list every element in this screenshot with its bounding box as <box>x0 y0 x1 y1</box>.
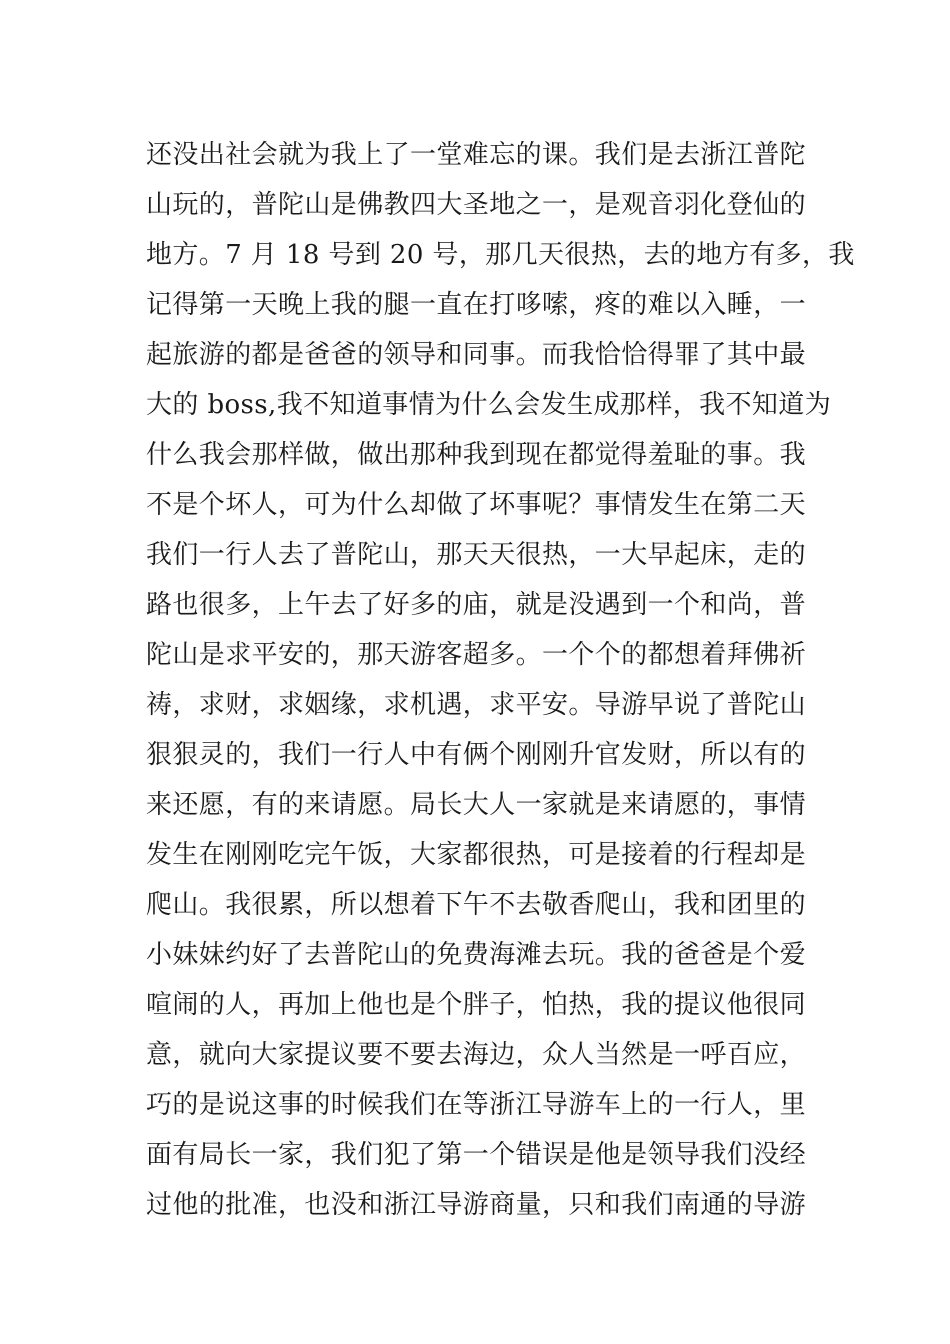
text-line: 喧闹的人，再加上他也是个胖子，怕热，我的提议他很同 <box>146 990 807 1020</box>
text-line: 起旅游的都是爸爸的领导和同事。而我恰恰得罪了其中最 <box>146 340 807 370</box>
text-line: 巧的是说这事的时候我们在等浙江导游车上的一行人，里 <box>146 1090 807 1120</box>
text-line: 什么我会那样做，做出那种我到现在都觉得羞耻的事。我 <box>146 440 807 470</box>
text-line: 记得第一天晚上我的腿一直在打哆嗦，疼的难以入睡，一 <box>146 290 807 320</box>
text-line: 面有局长一家，我们犯了第一个错误是他是领导我们没经 <box>146 1140 807 1170</box>
body-text <box>146 130 855 1230</box>
text-line: 爬山。我很累，所以想着下午不去敬香爬山，我和团里的 <box>146 890 807 920</box>
text-line: 发生在刚刚吃完午饭，大家都很热，可是接着的行程却是 <box>146 840 807 870</box>
text-line: 山玩的，普陀山是佛教四大圣地之一，是观音羽化登仙的 <box>146 190 807 220</box>
text-line: 大的 boss,我不知道事情为什么会发生成那样，我不知道为 <box>146 390 832 420</box>
text-line: 狠狠灵的，我们一行人中有俩个刚刚升官发财，所以有的 <box>146 740 807 770</box>
text-line: 陀山是求平安的，那天游客超多。一个个的都想着拜佛祈 <box>146 640 807 670</box>
text-line: 来还愿，有的来请愿。局长大人一家就是来请愿的，事情 <box>146 790 807 820</box>
text-line: 小妹妹约好了去普陀山的免费海滩去玩。我的爸爸是个爱 <box>146 940 807 970</box>
text-line: 我们一行人去了普陀山，那天天很热，一大早起床，走的 <box>146 540 807 570</box>
text-line: 过他的批准，也没和浙江导游商量，只和我们南通的导游 <box>146 1190 807 1220</box>
text-line: 地方。7 月 18 号到 20 号，那几天很热，去的地方有多，我 <box>146 240 855 270</box>
text-line: 不是个坏人，可为什么却做了坏事呢？事情发生在第二天 <box>146 490 807 520</box>
text-line: 路也很多，上午去了好多的庙，就是没遇到一个和尚，普 <box>146 590 807 620</box>
text-line: 还没出社会就为我上了一堂难忘的课。我们是去浙江普陀 <box>146 140 807 170</box>
text-line: 祷，求财，求姻缘，求机遇，求平安。导游早说了普陀山 <box>146 690 807 720</box>
text-line: 意，就向大家提议要不要去海边，众人当然是一呼百应， <box>146 1040 807 1070</box>
